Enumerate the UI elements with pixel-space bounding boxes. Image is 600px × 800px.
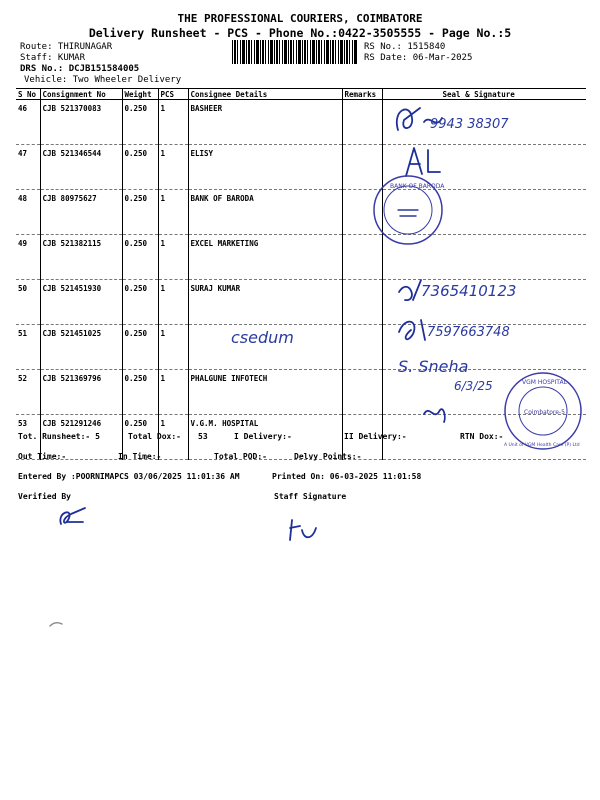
- cell-pcs: 1: [158, 190, 188, 235]
- cell-consignee: PHALGUNE INFOTECH: [188, 370, 342, 415]
- staff-signature-mark: [286, 516, 326, 546]
- cell-weight: 0.250: [122, 190, 158, 235]
- cell-sno: 50: [16, 280, 40, 325]
- col-weight: Weight: [122, 89, 158, 100]
- printed-on: Printed On: 06-03-2025 11:01:58: [272, 472, 422, 481]
- verified-by-signature: [55, 502, 105, 532]
- cell-sno: 52: [16, 370, 40, 415]
- cell-weight: 0.250: [122, 370, 158, 415]
- cell-consignee: SURAJ KUMAR: [188, 280, 342, 325]
- cell-consignee: EXCEL MARKETING: [188, 235, 342, 280]
- row52-name: S. Sneha: [398, 357, 469, 376]
- hospital-stamp-unit: A Unit of VGM Health Care (P) Ltd: [504, 443, 580, 448]
- hospital-stamp-icon: [500, 368, 586, 454]
- cell-consignment: CJB 521451930: [40, 280, 122, 325]
- tot-runsheet: Tot. Runsheet:- 5: [18, 432, 100, 441]
- barcode: [232, 40, 358, 64]
- entered-by: Entered By :POORNIMAPCS 03/06/2025 11:01:36 AM: [18, 472, 240, 481]
- signature-row-51-name: [225, 325, 365, 350]
- cell-sno: 46: [16, 100, 40, 145]
- cell-consignment: CJB 80975627: [40, 190, 122, 235]
- signature-row-53: [420, 402, 450, 427]
- vehicle-label: Vehicle: Two Wheeler Delivery: [24, 75, 182, 85]
- total-dox-value: 53: [198, 432, 208, 441]
- cell-pcs: 1: [158, 325, 188, 370]
- col-consignee: Consignee Details: [188, 89, 342, 100]
- col-seal-signature: Seal & Signature: [382, 89, 586, 100]
- signature-row-51: [395, 310, 585, 350]
- cell-weight: 0.250: [122, 145, 158, 190]
- row51-phone: 7597663748: [427, 325, 510, 340]
- cell-remarks: [342, 280, 382, 325]
- cell-consignment: CJB 521451025: [40, 325, 122, 370]
- cell-sno: 53: [16, 415, 40, 460]
- cell-sno: 48: [16, 190, 40, 235]
- bank-stamp-text: BANK OF BARODA: [390, 183, 445, 190]
- i-delivery: I Delivery:-: [234, 432, 292, 441]
- cell-consignment: CJB 521382115: [40, 235, 122, 280]
- cell-consignment: CJB 521370083: [40, 100, 122, 145]
- rtn-dox: RTN Dox:-: [460, 432, 504, 441]
- col-pcs: PCS: [158, 89, 188, 100]
- route-label: Route: THIRUNAGAR: [20, 42, 113, 52]
- cell-weight: 0.250: [122, 325, 158, 370]
- table-row: [16, 190, 586, 235]
- signature-row-46: [390, 100, 560, 145]
- cell-sno: 49: [16, 235, 40, 280]
- verified-by-label: Verified By: [18, 492, 71, 501]
- cell-weight: 0.250: [122, 280, 158, 325]
- cell-consignee: ELISY: [188, 145, 342, 190]
- cell-remarks: [342, 370, 382, 415]
- col-consignment: Consignment No: [40, 89, 122, 100]
- col-remarks: Remarks: [342, 89, 382, 100]
- row50-phone: 7365410123: [421, 282, 517, 300]
- total-dox-label: Total Dox:-: [128, 432, 181, 441]
- cell-sno: 47: [16, 145, 40, 190]
- total-pod: Total POD:-: [214, 452, 267, 461]
- runsheet-subtitle: Delivery Runsheet - PCS - Phone No.:0422-3505555 - Page No.:5: [88, 26, 512, 40]
- table-header-row: [16, 89, 586, 100]
- bank-stamp-icon: [368, 170, 448, 250]
- row52-date: 6/3/25: [454, 379, 493, 393]
- cell-consignee: V.G.M. HOSPITAL: [188, 415, 342, 460]
- cell-pcs: 1: [158, 100, 188, 145]
- stray-mark: [48, 620, 68, 630]
- delvy-points: Delvy Points:-: [294, 452, 362, 461]
- cell-pcs: 1: [158, 235, 188, 280]
- cell-consignment: CJB 521369796: [40, 370, 122, 415]
- signature-row-50: [395, 272, 565, 312]
- ii-delivery: II Delivery:-: [344, 432, 407, 441]
- in-time: In Time:-: [118, 452, 162, 461]
- cell-pcs: 1: [158, 415, 188, 460]
- cell-weight: 0.250: [122, 100, 158, 145]
- cell-sno: 51: [16, 325, 40, 370]
- row51-name: csedum: [231, 328, 294, 347]
- cell-consignment: CJB 521346544: [40, 145, 122, 190]
- rs-date: RS Date: 06-Mar-2025: [364, 53, 473, 63]
- staff-label: Staff: KUMAR: [20, 53, 86, 63]
- cell-pcs: 1: [158, 280, 188, 325]
- table-row: [16, 145, 586, 190]
- company-title: THE PROFESSIONAL COURIERS, COIMBATORE: [177, 12, 423, 25]
- cell-weight: 0.250: [122, 415, 158, 460]
- cell-remarks: [342, 100, 382, 145]
- cell-weight: 0.250: [122, 235, 158, 280]
- cell-consignee: BANK OF BARODA: [188, 190, 342, 235]
- cell-pcs: 1: [158, 145, 188, 190]
- cell-pcs: 1: [158, 370, 188, 415]
- drs-number: DRS No.: DCJB151584005: [20, 64, 140, 74]
- staff-signature-label: Staff Signature: [274, 492, 347, 501]
- hospital-stamp-name: VGM HOSPITAL: [522, 379, 567, 386]
- cell-consignee: BASHEER: [188, 100, 342, 145]
- out-time: Out Time:-: [18, 452, 67, 461]
- col-sno: S No: [16, 89, 40, 100]
- hospital-stamp-city: Coimbatore-5: [524, 409, 565, 416]
- row46-phone: 9943 38307: [430, 117, 509, 132]
- rs-number: RS No.: 1515840: [364, 42, 446, 52]
- cell-consignment: CJB 521291246: [40, 415, 122, 460]
